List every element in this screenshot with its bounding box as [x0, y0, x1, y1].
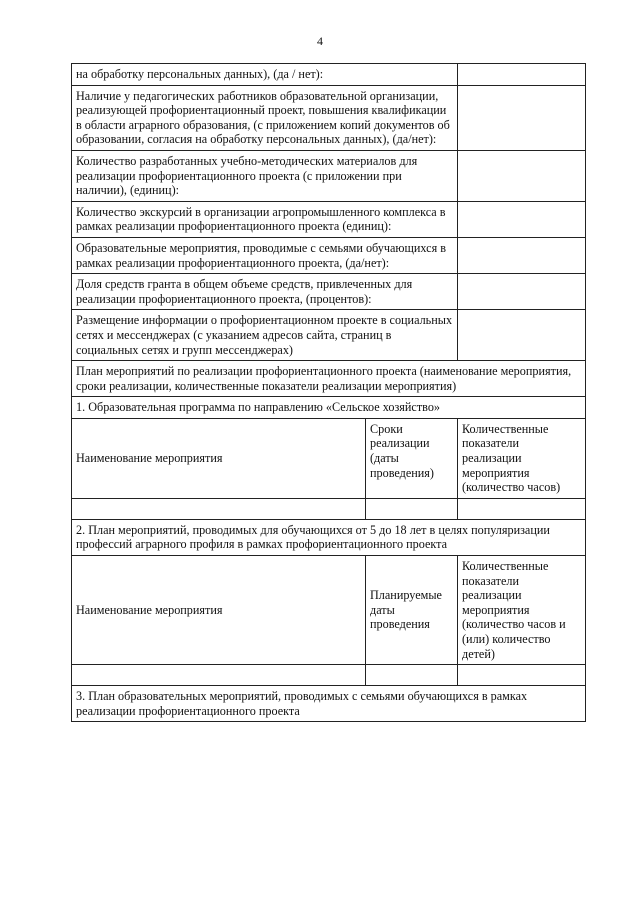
- empty-cell[interactable]: [458, 498, 586, 519]
- section2-columns-row: [72, 556, 586, 665]
- form-row: [72, 274, 586, 310]
- form-row: [72, 310, 586, 361]
- plan-header: План мероприятий по реализации профориентационного проекта (наименование мероприятия, сроки реализации, количественные показатели реализации мероприятия): [72, 361, 586, 397]
- form-row-value-cell[interactable]: [458, 274, 586, 310]
- section2-empty-row: [72, 665, 586, 686]
- section-title-row: [72, 519, 586, 555]
- page-number: 4: [317, 34, 323, 48]
- form-row-value-cell[interactable]: [458, 150, 586, 201]
- empty-cell[interactable]: [366, 665, 458, 686]
- plan-header-row: [72, 361, 586, 397]
- form-row-value-cell[interactable]: [458, 85, 586, 150]
- section3-title: 3. План образовательных мероприятий, проводимых с семьями обучающихся в рамках реализации профориентационного проекта: [72, 686, 586, 722]
- section2-col-indicators: Количественные показатели реализации мероприятия (количество часов и (или) количество детей): [458, 556, 586, 665]
- section1-empty-row: [72, 498, 586, 519]
- form-row-label: Образовательные мероприятия, проводимые с семьями обучающихся в рамках реализации профориентационного проекта, (да/нет):: [72, 237, 458, 273]
- form-row: [72, 201, 586, 237]
- form-row-label: Количество экскурсий в организации агропромышленного комплекса в рамках реализации профориентационного проекта (единиц):: [72, 201, 458, 237]
- form-row-label: Количество разработанных учебно-методических материалов для реализации профориентационного проекта (с приложении при наличии), (единиц):: [72, 150, 458, 201]
- section1-col-indicators: Количественные показатели реализации мероприятия (количество часов): [458, 418, 586, 498]
- section-title-row: [72, 397, 586, 419]
- empty-cell[interactable]: [458, 665, 586, 686]
- form-row-label: Размещение информации о профориентационном проекте в социальных сетях и мессенджерах (с указанием адресов сайта, страниц в социальных сетях и групп мессенджерах): [72, 310, 458, 361]
- form-row: [72, 64, 586, 86]
- section1-col-dates: Сроки реализации (даты проведения): [366, 418, 458, 498]
- form-row-value-cell[interactable]: [458, 64, 586, 86]
- section2-title: 2. План мероприятий, проводимых для обучающихся от 5 до 18 лет в целях популяризации профессий аграрного профиля в рамках профориентационного проекта: [72, 519, 586, 555]
- form-row: [72, 85, 586, 150]
- section1-title: 1. Образовательная программа по направлению «Сельское хозяйство»: [72, 397, 586, 419]
- form-row-label: Наличие у педагогических работников образовательной организации, реализующей профориентационный проект, повышения квалификации в области аграрного образования, (с приложением копий документов об образовании, согласия на обработку персональных данных), (да/нет):: [72, 85, 458, 150]
- form-row-value-cell[interactable]: [458, 237, 586, 273]
- empty-cell[interactable]: [72, 498, 366, 519]
- section2-col-dates: Планируемые даты проведения: [366, 556, 458, 665]
- empty-cell[interactable]: [72, 665, 366, 686]
- empty-cell[interactable]: [366, 498, 458, 519]
- form-row-value-cell[interactable]: [458, 201, 586, 237]
- form-row: [72, 237, 586, 273]
- section-title-row: [72, 686, 586, 722]
- section1-columns-row: [72, 418, 586, 498]
- application-form-table: [71, 63, 586, 722]
- form-row-label: Доля средств гранта в общем объеме средств, привлеченных для реализации профориентационного проекта, (процентов):: [72, 274, 458, 310]
- form-row: [72, 150, 586, 201]
- form-row-label: на обработку персональных данных), (да / нет):: [72, 64, 458, 86]
- section2-col-name: Наименование мероприятия: [72, 556, 366, 665]
- section1-col-name: Наименование мероприятия: [72, 418, 366, 498]
- form-row-value-cell[interactable]: [458, 310, 586, 361]
